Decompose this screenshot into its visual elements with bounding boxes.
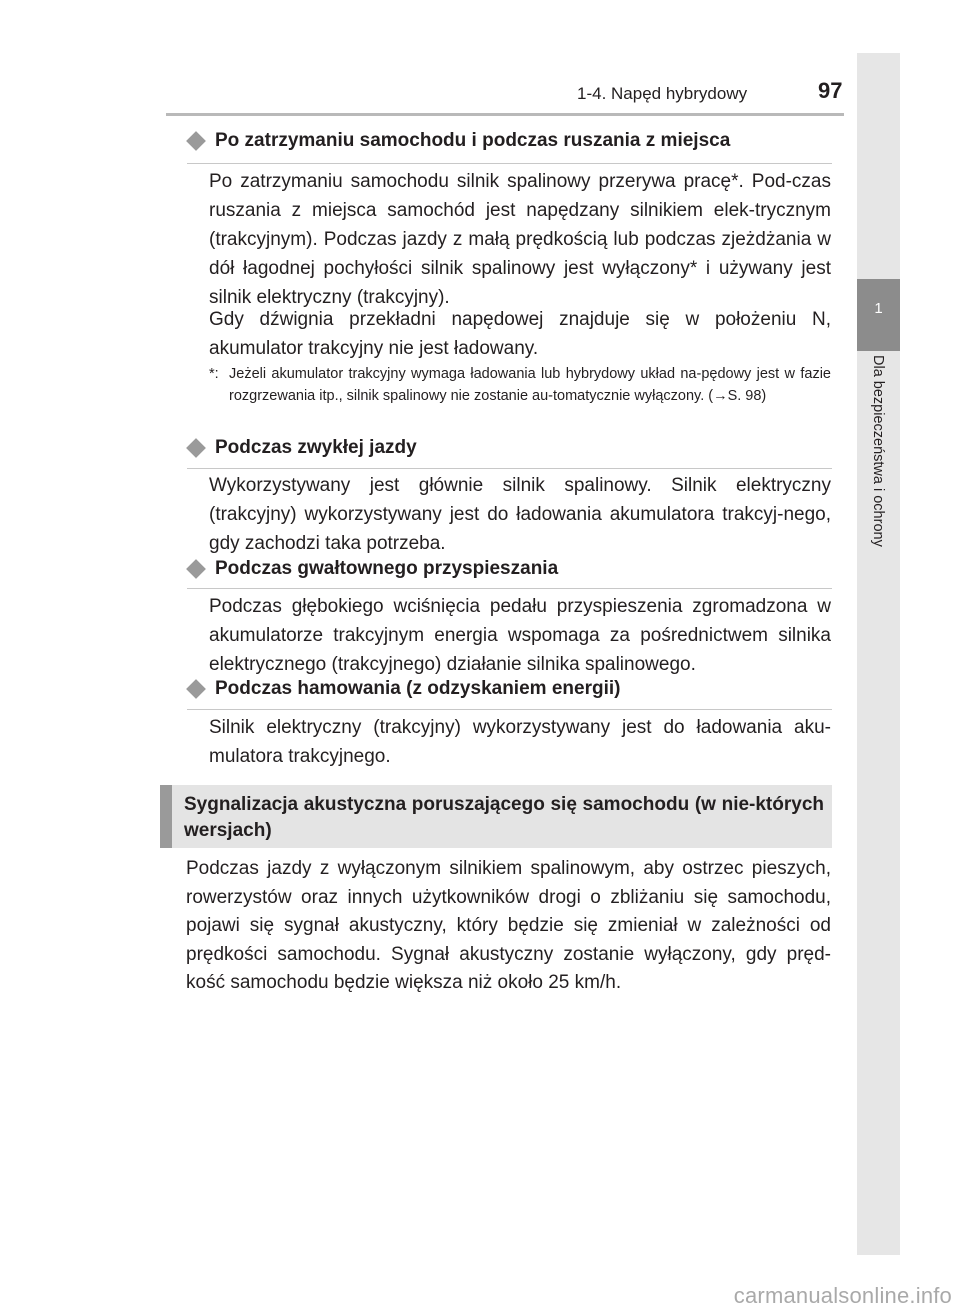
footnote-mark: *: bbox=[209, 366, 219, 382]
paragraph: Wykorzystywany jest głównie silnik spalinowy. Silnik elektryczny (trakcyjny) wykorzystywany jest do ładowania akumulatora trakcyj-nego, gdy zachodzi taka potrzeba. bbox=[209, 475, 831, 554]
page-number: 97 bbox=[818, 78, 843, 103]
paragraph: Podczas głębokiego wciśnięcia pedału przyspieszenia zgromadzona w akumulatorze trakcyjnym energia wspomaga za pośrednictwem silnika elektrycznego (trakcyjnego) działanie silnika spalinowego. bbox=[209, 596, 831, 675]
footnote-text: Jeżeli akumulator trakcyjny wymaga ładowania lub hybrydowy układ na-pędowy jest w fazie rozgrzewania itp., silnik spalinowy nie zostanie au-tomatycznie wyłączony. (→S. 98) bbox=[229, 366, 831, 404]
header-section-title: 1-4. Napęd hybrydowy bbox=[577, 84, 748, 103]
watermark: carmanualsonline.info bbox=[733, 1283, 952, 1308]
subheading-text: Podczas zwykłej jazdy bbox=[215, 437, 417, 458]
diamond-bullet-icon bbox=[186, 679, 206, 699]
subheading-text: Po zatrzymaniu samochodu i podczas ruszania z miejsca bbox=[215, 130, 731, 151]
footnote bbox=[209, 364, 831, 407]
body-paragraph: Podczas jazdy z wyłączonym silnikiem spalinowym, aby ostrzec pieszych, rowerzystów oraz innych użytkowników drogi o zbliżaniu się samochodu, pojawi się sygnał akustyczny, który będzie się zmieniał w zależności od prędkości samochodu. Sygnał akustyczny zostanie wyłączony, gdy pręd-kość samochodu będzie większa niż około 25 km/h. bbox=[186, 858, 831, 993]
section-heading-box bbox=[160, 785, 832, 848]
side-tab-title-text: Dla bezpieczeństwa i ochrony bbox=[870, 355, 886, 547]
subheading bbox=[186, 558, 832, 580]
side-tab-bar bbox=[857, 53, 900, 1255]
subheading-rule bbox=[187, 588, 832, 589]
subheading bbox=[186, 130, 832, 152]
header-rule bbox=[166, 113, 844, 116]
subheading-rule bbox=[187, 163, 832, 164]
subheading-text: Podczas hamowania (z odzyskaniem energii) bbox=[215, 678, 621, 699]
diamond-bullet-icon bbox=[186, 559, 206, 579]
diamond-bullet-icon bbox=[186, 131, 206, 151]
subheading bbox=[186, 678, 832, 700]
paragraph: Silnik elektryczny (trakcyjny) wykorzystywany jest do ładowania aku-mulatora trakcyjnego. bbox=[209, 717, 831, 767]
subheading-rule bbox=[187, 468, 832, 469]
subheading bbox=[186, 437, 832, 459]
paragraph: Gdy dźwignia przekładni napędowej znajduje się w położeniu N, akumulator trakcyjny nie jest ładowany. bbox=[209, 309, 831, 359]
diamond-bullet-icon bbox=[186, 438, 206, 458]
subheading-rule bbox=[187, 709, 832, 710]
section-heading: Sygnalizacja akustyczna poruszającego się samochodu (w nie-których wersjach) bbox=[184, 794, 824, 841]
paragraph: Po zatrzymaniu samochodu silnik spalinowy przerywa pracę*. Pod-czas ruszania z miejsca samochód jest napędzany silnikiem elek-trycznym (trakcyjnym). Podczas jazdy z małą prędkością lub podczas zjeżdżania w dół łagodnej pochyłości silnik spalinowy jest wyłączony* i używany jest silnik elektryczny (trakcyjny). bbox=[209, 171, 831, 308]
subheading-text: Podczas gwałtownego przyspieszania bbox=[215, 558, 559, 579]
side-tab-number: 1 bbox=[874, 300, 883, 317]
